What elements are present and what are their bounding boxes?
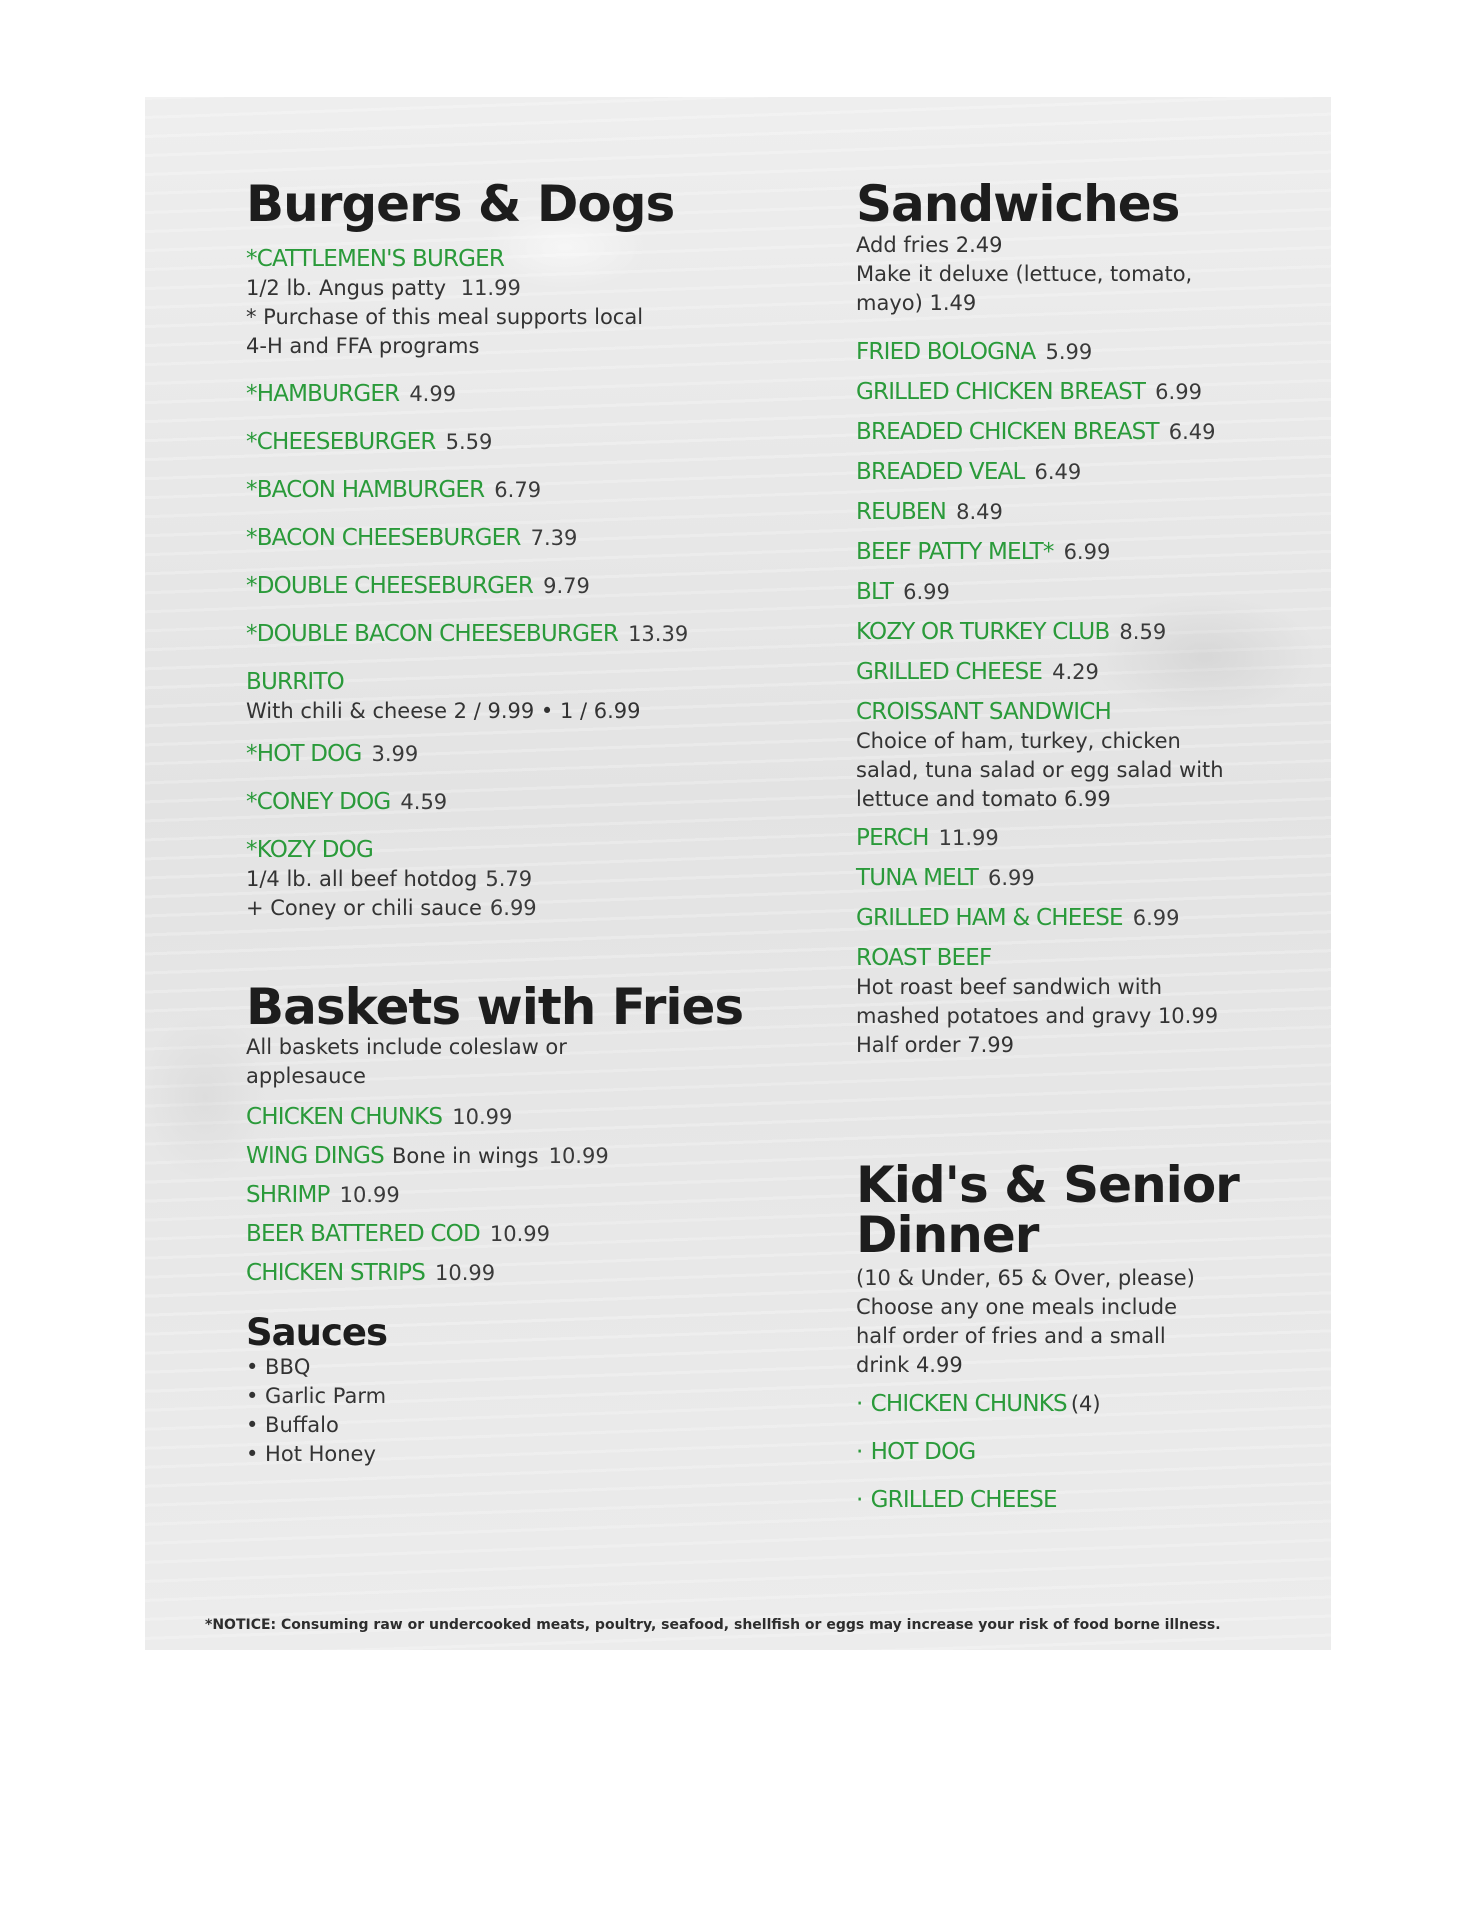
menu-item — [246, 1142, 806, 1171]
item-count: (4) — [1070, 1391, 1101, 1416]
baskets-desc-2: applesauce — [246, 1064, 366, 1088]
burger-list — [246, 380, 806, 649]
item-price: 10.99 — [489, 1222, 551, 1246]
croissant-item — [856, 698, 1276, 814]
roast-beef-item — [856, 944, 1276, 1060]
kozy-addon-price: 6.99 — [489, 895, 537, 920]
menu-item — [856, 1390, 1276, 1419]
item-price: 3.99 — [371, 741, 419, 766]
item-price: 4.99 — [409, 381, 457, 406]
baskets-desc: All baskets include coleslaw or — [246, 1035, 567, 1059]
menu-item — [246, 572, 806, 601]
menu-item — [246, 1103, 806, 1132]
item-name: SHRIMP — [246, 1182, 330, 1208]
menu-item — [246, 620, 806, 649]
burgers-heading: Burgers & Dogs — [246, 175, 675, 233]
kids-desc-2: Choose any one meals include — [856, 1294, 1178, 1319]
kozy-addon: + Coney or chili sauce — [246, 895, 482, 920]
left-column — [246, 175, 806, 1469]
item-name: FRIED BOLOGNA — [856, 338, 1036, 365]
item-price: 6.99 — [1063, 539, 1111, 564]
kids-list — [856, 1390, 1276, 1515]
menu-item — [246, 788, 806, 817]
item-price: 10.99 — [452, 1105, 513, 1129]
sandwich-list — [856, 338, 1276, 687]
food-safety-notice: *NOTICE: Consuming raw or undercooked meats, poultry, seafood, shellfish or eggs may increase your risk of food borne illness. — [205, 1617, 1221, 1633]
sauces-heading: Sauces — [246, 1311, 388, 1354]
croissant-desc-3: lettuce and tomato 6.99 — [856, 786, 1111, 811]
item-price: 9.79 — [543, 573, 590, 598]
item-price: 4.59 — [400, 789, 448, 814]
menu-item — [246, 740, 806, 769]
kozy-price: 5.79 — [485, 866, 533, 891]
item-name: REUBEN — [856, 498, 947, 525]
sauce-list — [246, 1353, 806, 1469]
item-name: *BACON HAMBURGER — [246, 476, 485, 503]
kozy-item — [246, 836, 806, 923]
item-name: *HOT DOG — [246, 740, 362, 767]
menu-item — [856, 338, 1276, 367]
cattlemen-item — [246, 245, 806, 361]
kids-desc: (10 & Under, 65 & Over, please) — [856, 1265, 1195, 1290]
item-price: 6.99 — [1132, 905, 1180, 930]
item-name: *DOUBLE CHEESEBURGER — [246, 572, 534, 599]
menu-item — [856, 1486, 1276, 1515]
item-price: 6.79 — [494, 477, 542, 502]
menu-item — [856, 864, 1276, 893]
item-price: 10.99 — [435, 1261, 496, 1285]
menu-item — [856, 618, 1276, 647]
kids-heading-line2: Dinner — [856, 1205, 1039, 1264]
menu-item — [246, 1181, 806, 1210]
menu-item — [856, 538, 1276, 567]
roast-beef-desc: Hot roast beef sandwich with — [856, 974, 1163, 999]
kozy-name: *KOZY DOG — [246, 836, 373, 863]
roast-beef-half: Half order 7.99 — [856, 1032, 1014, 1057]
item-name: GRILLED HAM & CHEESE — [856, 904, 1123, 931]
sauce-item: • BBQ — [246, 1354, 311, 1379]
burrito-name: BURRITO — [246, 668, 344, 695]
item-price: 4.29 — [1052, 659, 1099, 684]
kids-heading-line1: Kid's & Senior — [856, 1155, 1239, 1214]
item-name: *CONEY DOG — [246, 788, 391, 815]
menu-item — [856, 418, 1276, 447]
bullet: · — [856, 1486, 864, 1513]
item-name: *CHEESEBURGER — [246, 428, 436, 455]
cattlemen-note: * Purchase of this meal supports local — [246, 304, 644, 329]
kids-desc-3: half order of fries and a small — [856, 1323, 1166, 1348]
sauce-item: • Hot Honey — [246, 1441, 376, 1466]
item-price: 13.39 — [628, 621, 689, 646]
right-column — [856, 175, 1276, 1515]
sandwich-list-2 — [856, 824, 1276, 933]
item-name: BEEF PATTY MELT* — [856, 538, 1054, 565]
item-price: 11.99 — [938, 825, 999, 850]
burrito-item — [246, 668, 806, 726]
add-fries: Add fries 2.49 — [856, 232, 1003, 257]
item-name: GRILLED CHICKEN BREAST — [856, 378, 1146, 405]
item-price: 6.99 — [1155, 379, 1202, 404]
item-price: 6.49 — [1168, 419, 1216, 444]
item-name: KOZY OR TURKEY CLUB — [856, 618, 1110, 645]
menu-item — [246, 524, 806, 553]
menu-item — [246, 1259, 806, 1288]
croissant-name: CROISSANT SANDWICH — [856, 698, 1112, 725]
item-price: 7.39 — [530, 525, 578, 550]
item-name: HOT DOG — [870, 1438, 976, 1465]
cattlemen-price: 11.99 — [460, 275, 521, 300]
menu-item — [246, 476, 806, 505]
item-name: *HAMBURGER — [246, 380, 400, 407]
item-price: 6.49 — [1034, 459, 1082, 484]
menu-item — [246, 1220, 806, 1249]
item-price: 8.59 — [1119, 619, 1167, 644]
burrito-desc: With chili & cheese 2 / 9.99 • 1 / 6.99 — [246, 698, 641, 723]
item-name: PERCH — [856, 824, 929, 851]
item-name: GRILLED CHEESE — [856, 658, 1043, 685]
menu-item — [856, 824, 1276, 853]
menu-item — [856, 378, 1276, 407]
item-name: WING DINGS — [246, 1143, 384, 1169]
item-name: CHICKEN STRIPS — [246, 1260, 426, 1286]
kids-desc-4: drink 4.99 — [856, 1352, 963, 1377]
cattlemen-name: *CATTLEMEN'S BURGER — [246, 245, 505, 272]
deluxe-option-2: mayo) 1.49 — [856, 290, 977, 315]
item-name: GRILLED CHEESE — [870, 1486, 1057, 1513]
item-price: 6.99 — [988, 865, 1035, 890]
baskets-heading: Baskets with Fries — [246, 977, 744, 1036]
roast-beef-desc-2: mashed potatoes and gravy 10.99 — [856, 1003, 1219, 1028]
menu-item — [856, 658, 1276, 687]
item-price: 8.49 — [956, 499, 1003, 524]
menu-item — [856, 458, 1276, 487]
sandwiches-heading: Sandwiches — [856, 175, 1180, 233]
menu-item — [856, 1438, 1276, 1467]
cattlemen-note-2: 4-H and FFA programs — [246, 333, 480, 358]
item-price: 5.59 — [445, 429, 493, 454]
dog-list — [246, 740, 806, 817]
item-price: 6.99 — [903, 579, 950, 604]
roast-beef-name: ROAST BEEF — [856, 944, 992, 971]
item-price: 5.99 — [1045, 339, 1093, 364]
item-name: BEER BATTERED COD — [246, 1221, 480, 1247]
sauce-item: • Buffalo — [246, 1412, 339, 1437]
item-name: CHICKEN CHUNKS — [870, 1390, 1067, 1417]
menu-item — [856, 498, 1276, 527]
kids-heading — [856, 1155, 1276, 1264]
item-name: BREADED VEAL — [856, 458, 1025, 485]
menu-item — [856, 904, 1276, 933]
item-price: 10.99 — [339, 1183, 400, 1207]
item-desc: Bone in wings — [392, 1144, 539, 1168]
item-name: TUNA MELT — [856, 864, 979, 891]
cattlemen-desc: 1/2 lb. Angus patty — [246, 275, 447, 300]
menu-item — [246, 428, 806, 457]
menu-item — [856, 578, 1276, 607]
item-name: *BACON CHEESEBURGER — [246, 524, 521, 551]
croissant-desc: Choice of ham, turkey, chicken — [856, 728, 1181, 753]
bullet: · — [856, 1390, 864, 1417]
sauce-item: • Garlic Parm — [246, 1383, 387, 1408]
item-name: BLT — [856, 578, 894, 605]
item-price: 10.99 — [548, 1144, 609, 1168]
menu-item — [246, 380, 806, 409]
item-name: *DOUBLE BACON CHEESEBURGER — [246, 620, 619, 647]
item-name: CHICKEN CHUNKS — [246, 1104, 443, 1130]
item-name: BREADED CHICKEN BREAST — [856, 418, 1159, 445]
kozy-desc: 1/4 lb. all beef hotdog — [246, 866, 478, 891]
deluxe-option: Make it deluxe (lettuce, tomato, — [856, 261, 1193, 286]
croissant-desc-2: salad, tuna salad or egg salad with — [856, 757, 1224, 782]
basket-list — [246, 1103, 806, 1288]
bullet: · — [856, 1438, 864, 1465]
